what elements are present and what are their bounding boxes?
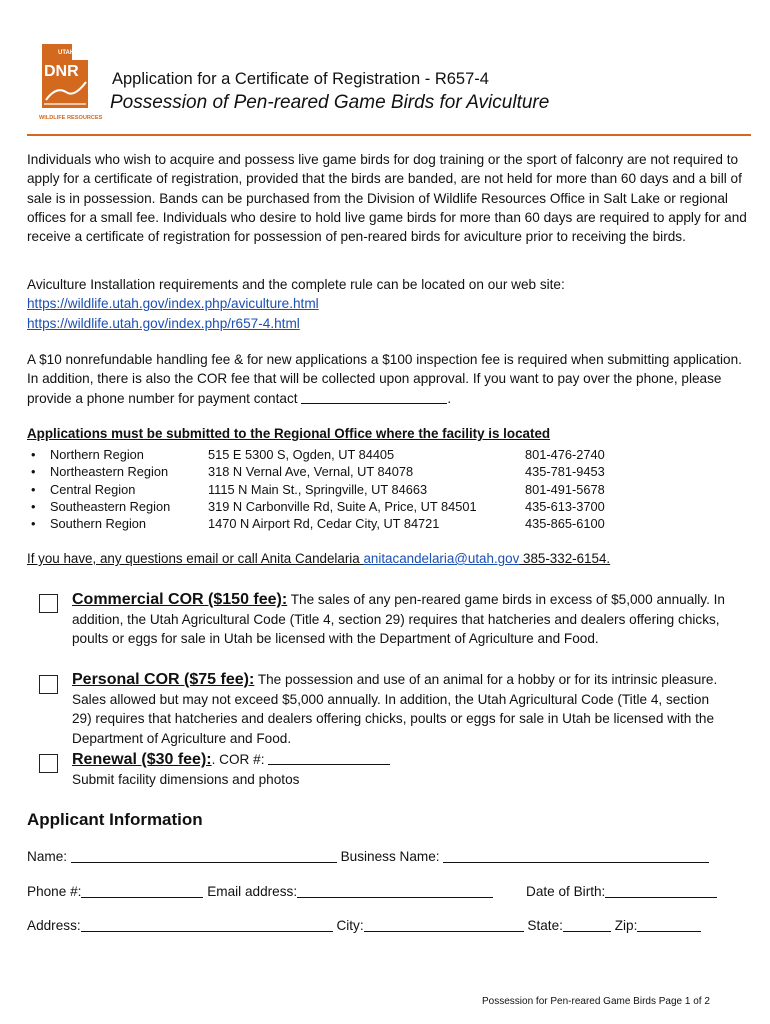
rule-link[interactable]: https://wildlife.utah.gov/index.php/r657-4.html	[27, 315, 300, 331]
name-field[interactable]	[71, 848, 337, 863]
logo-dnr-text: DNR	[44, 63, 79, 80]
regions-list	[27, 446, 647, 532]
email-label: Email address:	[207, 884, 298, 899]
zip-label: Zip:	[614, 918, 638, 933]
fee-paragraph	[27, 350, 747, 408]
address-label: Address:	[27, 918, 81, 933]
commercial-option	[72, 590, 732, 649]
aviculture-link[interactable]: https://wildlife.utah.gov/index.php/aviculture.html	[27, 296, 319, 312]
region-row	[27, 446, 647, 463]
intro-paragraph	[27, 150, 747, 246]
region-name: Southeastern Region	[50, 498, 171, 514]
region-name: Southern Region	[50, 516, 147, 532]
logo-wildlife-text: WILDLIFE RESOURCES	[39, 115, 102, 121]
payment-phone-field[interactable]	[301, 390, 447, 404]
city-label: City:	[336, 918, 364, 933]
email-field[interactable]	[297, 883, 493, 898]
renewal-option	[72, 750, 732, 789]
bullet-icon: •	[31, 481, 36, 497]
contact-phone: 385-332-6154.	[523, 551, 611, 566]
business-name-label: Business Name:	[340, 849, 440, 864]
dob-field[interactable]	[605, 883, 717, 898]
utah-dnr-logo	[36, 38, 102, 124]
header-divider	[27, 134, 751, 136]
contact-text: If you have, any questions email or call Anita Candelaria	[27, 551, 360, 566]
dob-label: Date of Birth:	[526, 884, 606, 899]
fee-end: .	[447, 390, 452, 406]
personal-option	[72, 670, 732, 748]
logo-utah-text: UTAH	[58, 50, 75, 56]
commercial-text: The sales of any pen-reared game birds in excess of $5,000 annually. In addition, the Utah Agricultural Code (Title 4, section 29) requires that hatcheries and dealers offering chicks, poults or eggs for sale in Utah be licensed with the Department of Agriculture and Food.	[72, 592, 725, 647]
state-field[interactable]	[563, 917, 611, 932]
name-row	[27, 848, 709, 864]
name-label: Name:	[27, 849, 68, 864]
renewal-checkbox[interactable]	[39, 754, 58, 773]
region-phone: 435-781-9453	[525, 464, 605, 480]
document-subtitle: Possession of Pen-reared Game Birds for Aviculture	[110, 92, 550, 113]
personal-text: The possession and use of an animal for a hobby or for its intrinsic pleasure. Sales allowed but may not exceed $5,000 annually. In addition, the Utah Agricultural Code (Title 4, section 29) requires that hatcheries and dealers offering chicks, poults or eggs for sale in Utah be licensed with the Department of Agriculture and Food.	[72, 672, 718, 746]
region-row	[27, 481, 647, 498]
region-address: 319 N Carbonville Rd, Suite A, Price, UT 84501	[208, 498, 477, 514]
state-label: State:	[527, 918, 563, 933]
bullet-icon: •	[31, 516, 36, 532]
bullet-icon: •	[31, 464, 36, 480]
document-title: Application for a Certificate of Registration - R657-4	[112, 70, 489, 88]
address-row	[27, 917, 701, 933]
region-phone: 801-491-5678	[525, 481, 605, 497]
bullet-icon: •	[31, 447, 36, 462]
cor-number-field[interactable]	[268, 751, 390, 765]
applications-heading: Applications must be submitted to the Regional Office where the facility is located	[27, 426, 551, 441]
intro-text: Individuals who wish to acquire and possess live game birds for dog training or the sport of falconry are not required to apply for a certificate of registration, provided that the birds are banded, are not held for more than 60 days and a bill of sale is in possession. Bands can be purchased from the Division of Wildlife Resources Office in Salt Lake or regional offices for a small fee. Individuals who desire to hold live game birds for more than 60 days are required to apply for and receive a certificate of registration for possession of pen-reared birds for aviculture prior to receiving the birds.	[27, 152, 747, 245]
page-footer: Possession for Pen-reared Game Birds Page 1 of 2	[482, 996, 710, 1007]
contact-line	[27, 551, 610, 566]
commercial-heading: Commercial COR ($150 fee):	[72, 591, 288, 608]
contact-email-link[interactable]: anitacandelaria@utah.gov	[363, 551, 520, 566]
business-name-field[interactable]	[443, 848, 709, 863]
bullet-icon: •	[31, 498, 36, 514]
region-address: 1115 N Main St., Springville, UT 84663	[208, 481, 428, 497]
region-phone: 435-865-6100	[525, 516, 605, 532]
fee-text: A $10 nonrefundable handling fee & for new applications a $100 inspection fee is required when submitting application. In addition, there is also the COR fee that will be collected upon approval. If you want to pay over the phone, please provide a phone number for payment contact	[27, 352, 742, 406]
phone-row	[27, 883, 493, 899]
zip-field[interactable]	[637, 917, 701, 932]
region-row	[27, 498, 647, 515]
region-address: 318 N Vernal Ave, Vernal, UT 84078	[208, 464, 414, 480]
region-row	[27, 515, 647, 532]
cor-label: . COR #:	[211, 752, 265, 767]
phone-field[interactable]	[81, 883, 203, 898]
personal-heading: Personal COR ($75 fee):	[72, 671, 255, 688]
address-field[interactable]	[81, 917, 333, 932]
dob-group	[526, 883, 717, 899]
region-name: Northern Region	[50, 447, 144, 462]
region-address: 1470 N Airport Rd, Cedar City, UT 84721	[208, 516, 440, 532]
renewal-heading: Renewal ($30 fee):	[72, 751, 212, 768]
applicant-section-title: Applicant Information	[27, 810, 203, 829]
commercial-checkbox[interactable]	[39, 594, 58, 613]
region-row	[27, 463, 647, 480]
requirements-text: Aviculture Installation requirements and the complete rule can be located on our web site:	[27, 277, 565, 292]
city-field[interactable]	[364, 917, 524, 932]
region-address: 515 E 5300 S, Ogden, UT 84405	[208, 447, 395, 462]
region-phone: 435-613-3700	[525, 498, 605, 514]
phone-label: Phone #:	[27, 884, 82, 899]
requirements-paragraph	[27, 275, 747, 333]
region-name: Northeastern Region	[50, 464, 169, 480]
personal-checkbox[interactable]	[39, 675, 58, 694]
region-name: Central Region	[50, 481, 136, 497]
renewal-sub: Submit facility dimensions and photos	[72, 771, 300, 787]
region-phone: 801-476-2740	[525, 447, 605, 462]
